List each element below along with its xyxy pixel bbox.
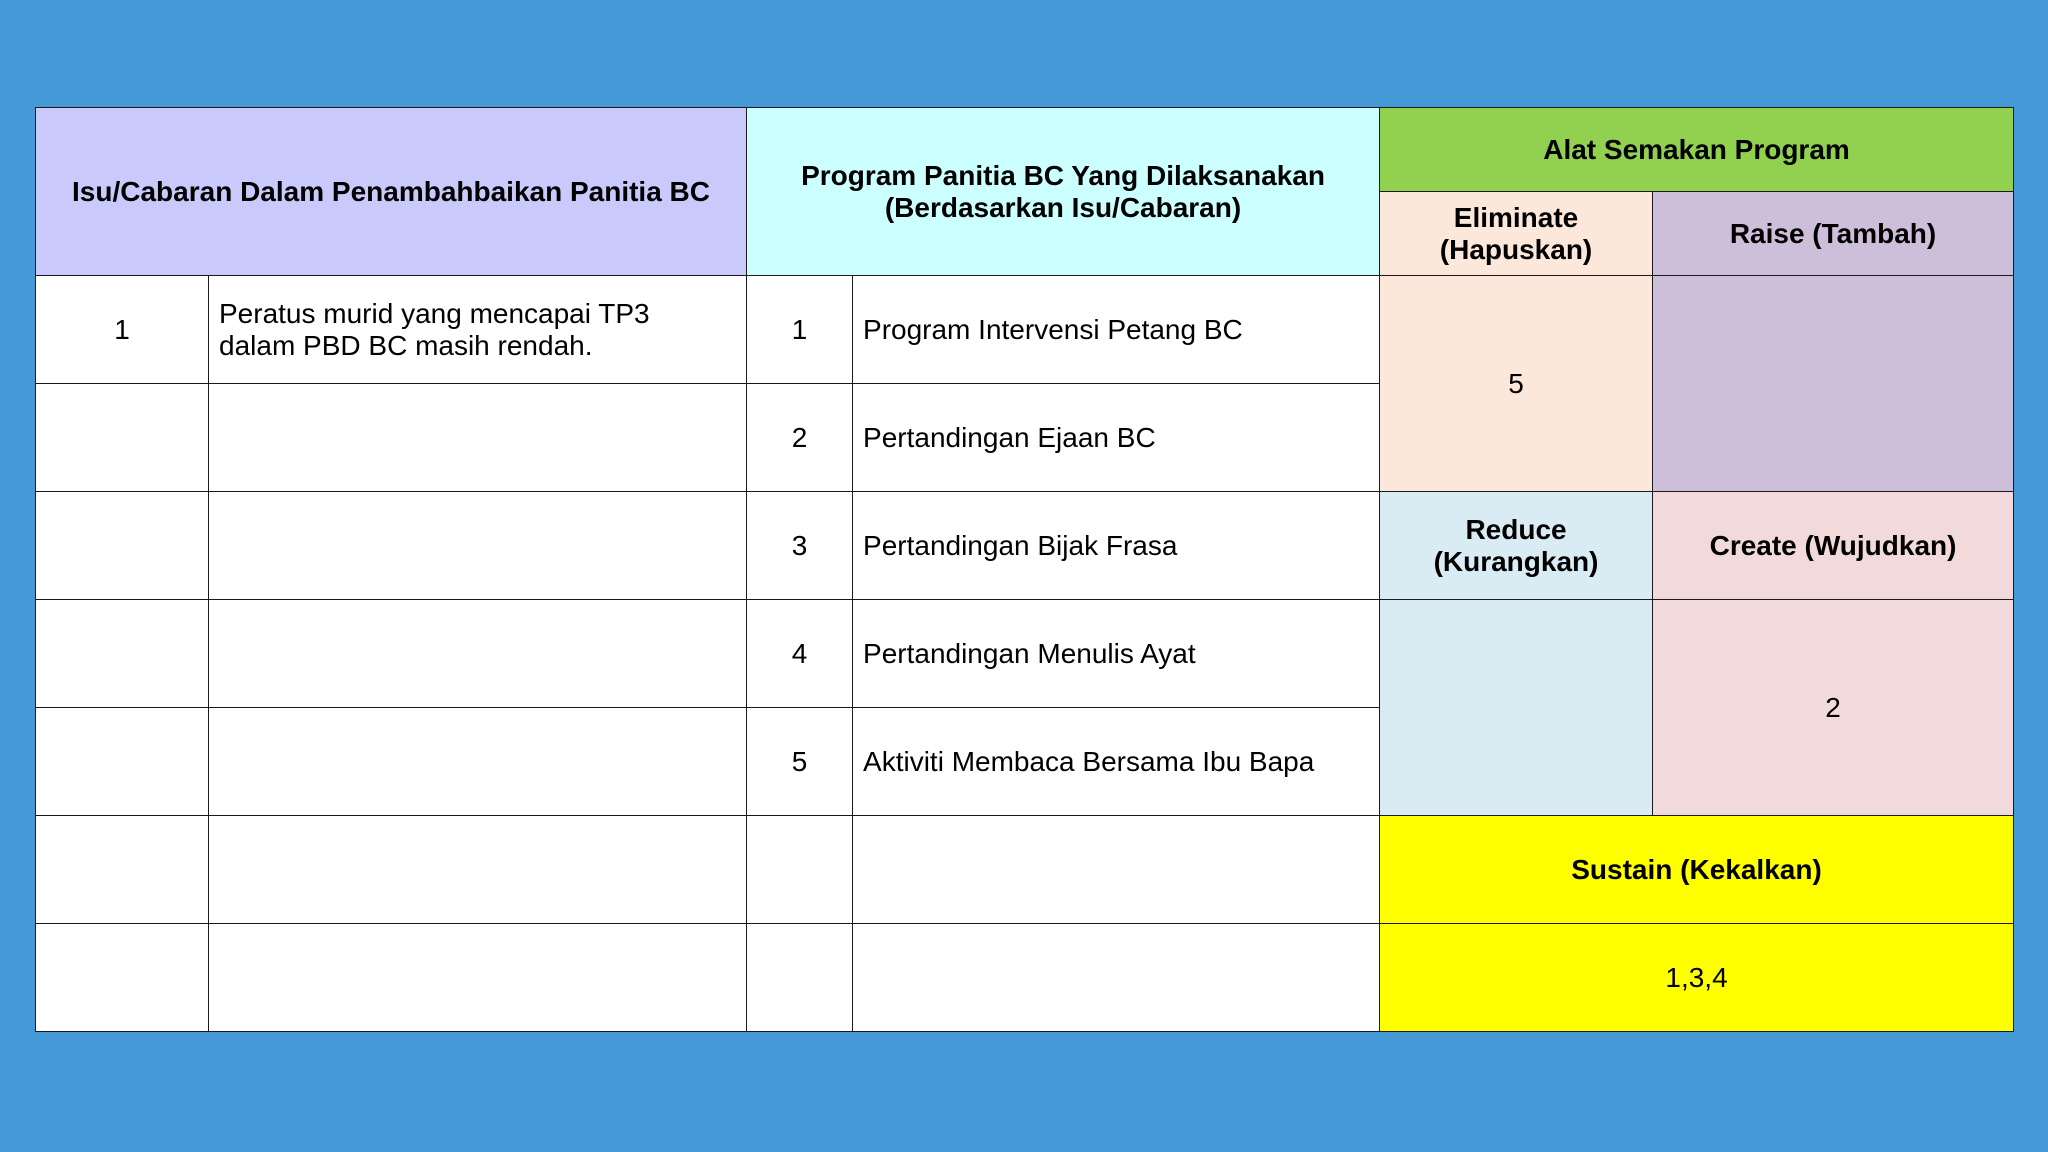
raise-label-text: Raise (Tambah) bbox=[1729, 217, 1937, 249]
table-row bbox=[36, 492, 2014, 600]
issue-text-cell bbox=[209, 492, 747, 600]
issue-text-cell bbox=[209, 816, 747, 924]
create-value-cell bbox=[1653, 600, 2014, 816]
errc-table-frame bbox=[35, 107, 2013, 1032]
sustain-value: 1,3,4 bbox=[1665, 961, 1728, 993]
eliminate-value: 5 bbox=[1508, 367, 1524, 399]
create-label-cell bbox=[1653, 492, 2014, 600]
sustain-label-cell bbox=[1380, 816, 2014, 924]
table-row bbox=[36, 924, 2014, 1032]
raise-value-cell bbox=[1653, 276, 2014, 492]
program-name-cell bbox=[853, 492, 1380, 600]
program-number: 5 bbox=[791, 745, 808, 777]
program-number: 3 bbox=[791, 529, 808, 561]
program-name-cell bbox=[853, 600, 1380, 708]
issue-number-cell bbox=[36, 924, 209, 1032]
eliminate-label-cell bbox=[1380, 192, 1653, 276]
issue-number-cell bbox=[36, 600, 209, 708]
program-name: Program Intervensi Petang BC bbox=[863, 313, 1243, 345]
program-number-cell bbox=[747, 924, 853, 1032]
program-number-cell bbox=[747, 276, 853, 384]
raise-label-cell bbox=[1653, 192, 2014, 276]
eliminate-label-line-2: (Hapuskan) bbox=[1439, 233, 1593, 265]
sustain-value-cell bbox=[1380, 924, 2014, 1032]
issue-number: 1 bbox=[114, 313, 130, 345]
program-header-line-1: Program Panitia BC Yang Dilaksanakan bbox=[801, 159, 1325, 191]
program-name-cell bbox=[853, 708, 1380, 816]
header-row-1 bbox=[36, 108, 2014, 192]
tool-header-text: Alat Semakan Program bbox=[1543, 133, 1850, 165]
eliminate-label-line-1: Eliminate bbox=[1453, 201, 1579, 233]
program-name-cell bbox=[853, 276, 1380, 384]
table-row bbox=[36, 600, 2014, 708]
issue-text-line-1: Peratus murid yang mencapai TP3 bbox=[219, 297, 650, 329]
program-name: Pertandingan Bijak Frasa bbox=[863, 529, 1178, 561]
issue-text-line-2: dalam PBD BC masih rendah. bbox=[219, 329, 593, 361]
sustain-label-text: Sustain (Kekalkan) bbox=[1571, 853, 1822, 885]
reduce-value-cell bbox=[1380, 600, 1653, 816]
program-number-cell bbox=[747, 708, 853, 816]
program-number-cell bbox=[747, 816, 853, 924]
issue-text-cell bbox=[209, 384, 747, 492]
program-header-cell bbox=[747, 108, 1380, 276]
program-name-cell bbox=[853, 816, 1380, 924]
issue-number-cell bbox=[36, 384, 209, 492]
program-number-cell bbox=[747, 492, 853, 600]
issue-text-cell bbox=[209, 276, 747, 384]
reduce-label-line-2: (Kurangkan) bbox=[1433, 545, 1599, 577]
table-row bbox=[36, 276, 2014, 384]
issue-number-cell bbox=[36, 708, 209, 816]
issue-header-text: Isu/Cabaran Dalam Penambahbaikan Panitia BC bbox=[72, 175, 710, 207]
reduce-label-cell bbox=[1380, 492, 1653, 600]
issue-number-cell bbox=[36, 816, 209, 924]
create-value: 2 bbox=[1825, 691, 1841, 723]
issue-text-cell bbox=[209, 600, 747, 708]
program-name-cell bbox=[853, 924, 1380, 1032]
program-number-cell bbox=[747, 600, 853, 708]
program-number: 1 bbox=[791, 313, 808, 345]
issue-number-cell bbox=[36, 276, 209, 384]
issue-text-cell bbox=[209, 708, 747, 816]
program-header-line-2: (Berdasarkan Isu/Cabaran) bbox=[884, 191, 1242, 223]
errc-table bbox=[35, 107, 2014, 1032]
reduce-label-line-1: Reduce bbox=[1465, 513, 1567, 545]
program-number: 2 bbox=[791, 421, 808, 453]
program-name: Pertandingan Ejaan BC bbox=[863, 421, 1156, 453]
program-number-cell bbox=[747, 384, 853, 492]
program-name: Pertandingan Menulis Ayat bbox=[863, 637, 1196, 669]
program-name: Aktiviti Membaca Bersama Ibu Bapa bbox=[863, 745, 1315, 777]
issue-number-cell bbox=[36, 492, 209, 600]
program-name-cell bbox=[853, 384, 1380, 492]
issue-text-cell bbox=[209, 924, 747, 1032]
issue-header-cell bbox=[36, 108, 747, 276]
tool-header-cell bbox=[1380, 108, 2014, 192]
create-label-text: Create (Wujudkan) bbox=[1709, 529, 1957, 561]
table-row bbox=[36, 816, 2014, 924]
program-number: 4 bbox=[791, 637, 808, 669]
eliminate-value-cell bbox=[1380, 276, 1653, 492]
